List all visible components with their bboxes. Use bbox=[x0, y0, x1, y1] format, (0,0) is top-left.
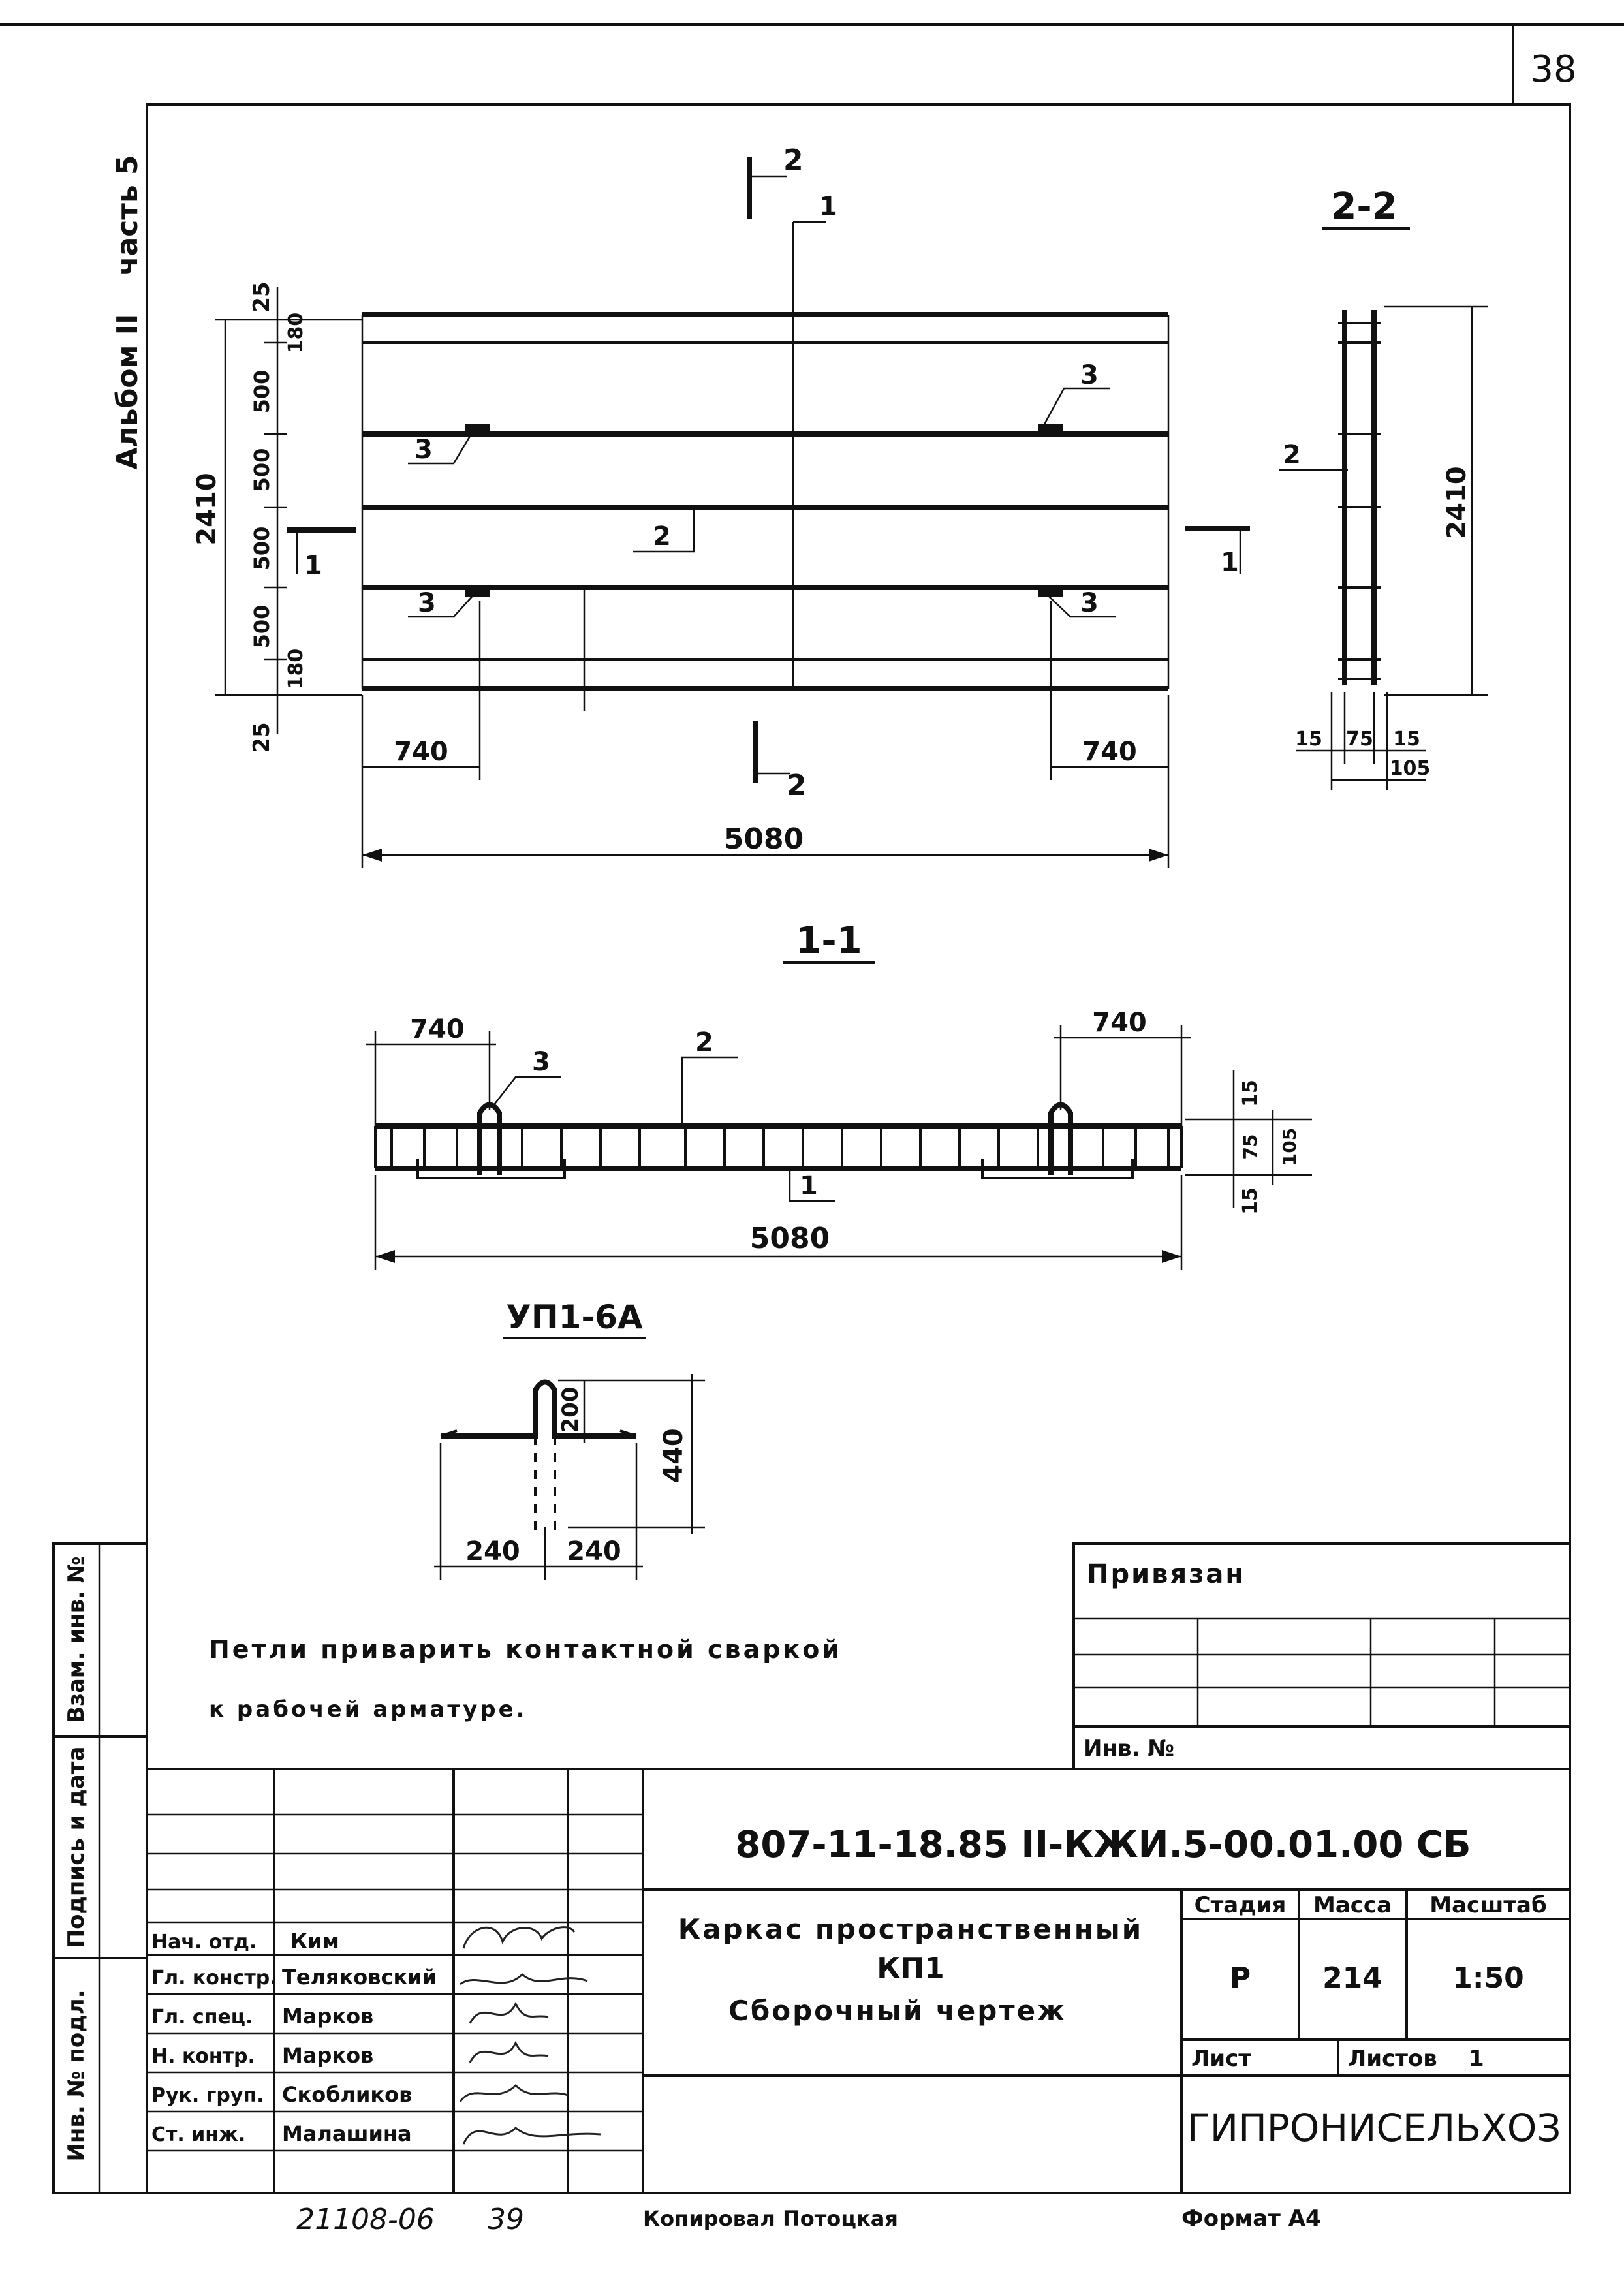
section-1-1-loop-left bbox=[480, 1105, 499, 1176]
title-line-2: КП1 bbox=[877, 1952, 945, 1985]
person-name: Марков bbox=[282, 2004, 374, 2029]
plan-dim-180-bottom: 180 bbox=[285, 648, 307, 690]
plan-view bbox=[192, 144, 1250, 868]
loop-detail-height-upper: 200 bbox=[557, 1386, 584, 1433]
person-name: Марков bbox=[282, 2043, 374, 2068]
scale-value: 1:50 bbox=[1452, 1961, 1524, 1995]
section-2-2-dim-mid: 75 bbox=[1346, 728, 1373, 751]
plan-loop bbox=[1038, 587, 1063, 597]
plan-dim-500-4: 500 bbox=[249, 604, 274, 649]
section-2-2-callout: 2 bbox=[1283, 440, 1301, 470]
section-1-1-callout-1: 1 bbox=[800, 1171, 818, 1201]
plan-dim-25-bottom: 25 bbox=[249, 722, 275, 753]
plan-dim-740-right: 740 bbox=[1082, 737, 1137, 767]
person-role: Рук. груп. bbox=[151, 2084, 264, 2107]
footer-page: 39 bbox=[488, 2203, 524, 2236]
plan-loop bbox=[465, 587, 490, 597]
section-1-1-callout-3: 3 bbox=[532, 1047, 550, 1077]
side-stamp-inv-podl: Инв. № подл. bbox=[63, 1989, 89, 2162]
binding-box-title: Привязан bbox=[1087, 1559, 1246, 1589]
plan-section-mark-1-left: 1 bbox=[304, 551, 322, 581]
section-1-1-title: 1-1 bbox=[796, 920, 862, 962]
person-name: Скобликов bbox=[282, 2082, 413, 2107]
section-1-1-dim-bottom: 15 bbox=[1239, 1187, 1262, 1215]
section-1-1-dim-mid: 75 bbox=[1240, 1134, 1261, 1160]
plan-loop bbox=[1038, 424, 1063, 433]
loop-detail-shape bbox=[441, 1382, 636, 1437]
mass-header: Масса bbox=[1313, 1892, 1392, 1918]
person-name: Теляковский bbox=[282, 1965, 437, 1989]
stage-header: Стадия bbox=[1194, 1892, 1287, 1918]
footer-copied-by: Копировал Потоцкая bbox=[643, 2206, 898, 2231]
section-2-2 bbox=[1279, 185, 1488, 790]
sheets-label: Листов bbox=[1348, 2046, 1437, 2072]
scale-header: Масштаб bbox=[1429, 1892, 1547, 1918]
binding-box-inv: Инв. № bbox=[1084, 1736, 1175, 1762]
section-2-2-height: 2410 bbox=[1442, 466, 1472, 539]
title-line-3: Сборочный чертеж bbox=[728, 1995, 1067, 2027]
section-2-2-title: 2-2 bbox=[1331, 185, 1398, 228]
person-role: Н. контр. bbox=[151, 2045, 255, 2068]
section-1-1-loop-right bbox=[1051, 1105, 1070, 1176]
section-1-1-dim-740-right: 740 bbox=[1092, 1008, 1147, 1038]
plan-dim-740-left: 740 bbox=[394, 737, 448, 767]
plan-loop bbox=[465, 424, 490, 433]
side-stamp-podpis: Подпись и дата bbox=[63, 1746, 89, 1948]
side-stamp-vzam: Взам. инв. № bbox=[63, 1556, 89, 1723]
section-2-2-dim-left: 15 bbox=[1295, 728, 1322, 751]
plan-section-mark-1-right: 1 bbox=[1221, 548, 1239, 578]
plan-section-mark-2-top: 2 bbox=[783, 144, 804, 177]
section-2-2-dim-right: 15 bbox=[1393, 728, 1420, 751]
plan-dim-500-2: 500 bbox=[249, 448, 274, 492]
person-role: Ст. инж. bbox=[151, 2123, 246, 2146]
binding-box bbox=[1074, 1544, 1570, 1769]
person-role: Нач. отд. bbox=[151, 1931, 257, 1954]
signature bbox=[470, 2004, 548, 2023]
signature bbox=[470, 2043, 548, 2063]
mass-value: 214 bbox=[1322, 1961, 1382, 1995]
section-1-1-callout-2: 2 bbox=[695, 1027, 713, 1057]
plan-callout-1: 1 bbox=[819, 192, 837, 222]
signature bbox=[463, 1927, 574, 1948]
footer-inventory: 21108-06 bbox=[296, 2203, 435, 2236]
title-block bbox=[147, 1769, 1570, 2193]
note-line-1: Петли приварить контактной сваркой bbox=[209, 1635, 842, 1664]
inner-frame bbox=[147, 104, 1570, 2193]
footer-format: Формат А4 bbox=[1181, 2206, 1321, 2232]
note-line-2: к рабочей арматуре. bbox=[209, 1696, 527, 1723]
plan-callout-3c: 3 bbox=[418, 588, 436, 618]
loop-detail-width-left: 240 bbox=[465, 1536, 520, 1567]
section-1-1-dim-total: 105 bbox=[1279, 1127, 1300, 1166]
person-name: Ким bbox=[290, 1929, 339, 1954]
plan-dim-total-height: 2410 bbox=[192, 473, 222, 546]
organization: ГИПРОНИСЕЛЬХОЗ bbox=[1187, 2106, 1561, 2150]
person-name: Малашина bbox=[282, 2121, 412, 2146]
section-1-1-total-length: 5080 bbox=[749, 1222, 830, 1255]
plan-dim-500-1: 500 bbox=[249, 369, 274, 414]
loop-detail bbox=[434, 1298, 705, 1580]
album-label: Альбом II bbox=[111, 313, 144, 470]
section-1-1-dim-top: 15 bbox=[1239, 1080, 1262, 1107]
signature bbox=[463, 2128, 601, 2144]
person-role: Гл. спец. bbox=[151, 2006, 253, 2029]
plan-callout-3b: 3 bbox=[1080, 360, 1099, 390]
loop-detail-height-total: 440 bbox=[659, 1428, 689, 1483]
plan-dim-500-3: 500 bbox=[249, 526, 274, 570]
loop-detail-title: УП1-6А bbox=[506, 1298, 643, 1336]
plan-callout-2: 2 bbox=[653, 522, 671, 552]
plan-callout-3d: 3 bbox=[1080, 588, 1099, 618]
sheet-label: Лист bbox=[1191, 2046, 1251, 2072]
section-1-1 bbox=[366, 920, 1312, 1270]
section-2-2-dim-total: 105 bbox=[1389, 757, 1431, 780]
page-number: 38 bbox=[1530, 48, 1577, 91]
person-role: Гл. констр. bbox=[151, 1967, 277, 1989]
plan-dim-180-top: 180 bbox=[285, 312, 307, 354]
plan-section-mark-2-bottom: 2 bbox=[787, 769, 807, 802]
title-line-1: Каркас пространственный bbox=[678, 1913, 1144, 1945]
part-label: часть 5 bbox=[111, 155, 144, 276]
sheets-value: 1 bbox=[1469, 2046, 1484, 2072]
plan-dim-25-top: 25 bbox=[249, 281, 275, 313]
plan-callout-3a: 3 bbox=[414, 435, 433, 465]
section-1-1-dim-740-left: 740 bbox=[410, 1014, 465, 1044]
signature bbox=[460, 2085, 568, 2102]
document-code: 807-11-18.85 II-КЖИ.5-00.01.00 СБ bbox=[735, 1824, 1471, 1866]
loop-detail-width-right: 240 bbox=[567, 1536, 621, 1567]
stage-value: Р bbox=[1229, 1961, 1251, 1995]
plan-dim-total-length: 5080 bbox=[723, 822, 804, 856]
